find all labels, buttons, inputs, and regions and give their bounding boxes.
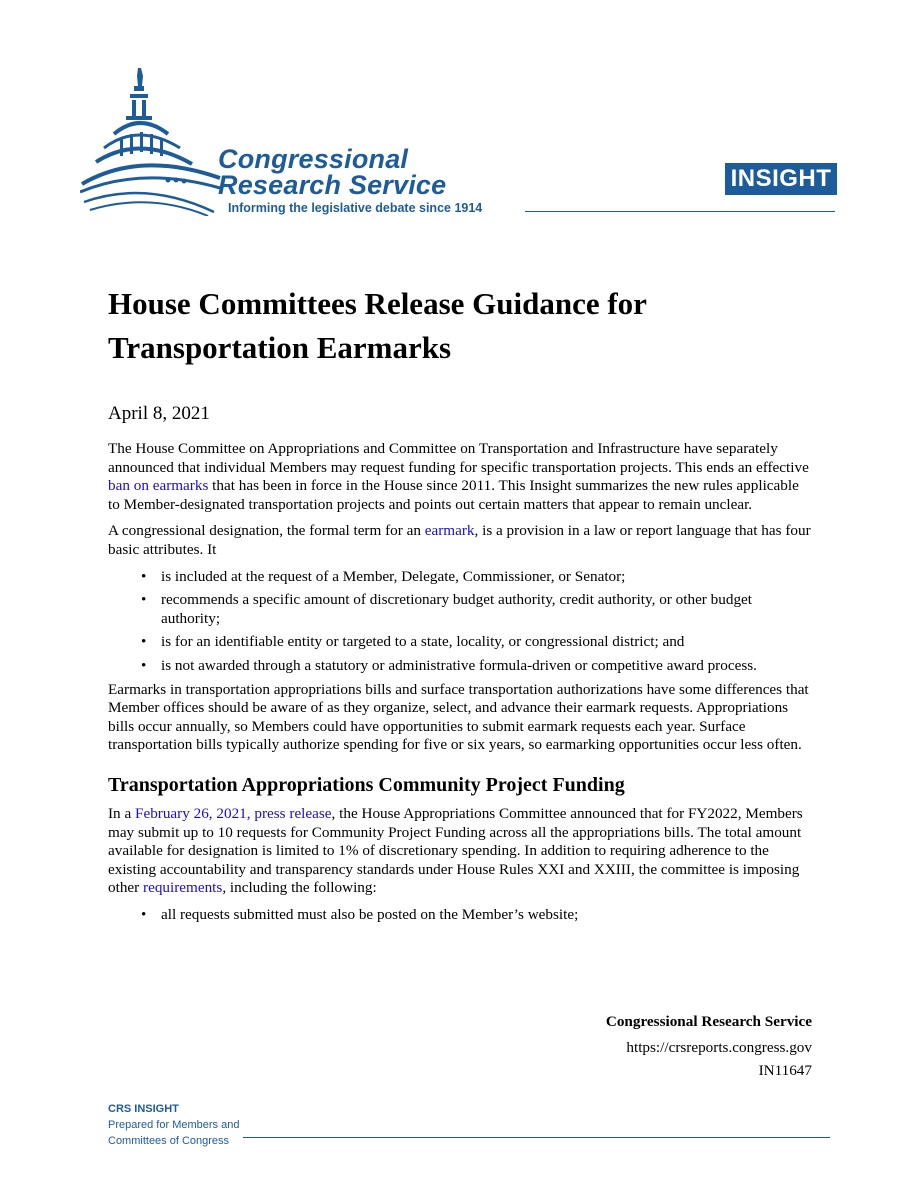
list-item-text: is included at the request of a Member, Delegate, Commissioner, or Senator; [161,567,626,585]
list-item [108,633,813,652]
org-name [218,146,446,198]
list-item [108,657,813,676]
report-body [108,440,813,929]
list-item [108,906,813,925]
footer-prepared-line2: Committees of Congress [108,1135,230,1147]
list-item-text: is not awarded through a statutory or administrative formula-driven or competitive award process. [161,656,757,674]
text-run: A congressional designation, the formal term for an [108,522,425,540]
requirements-list [108,906,813,925]
text-run: , including the following: [222,879,377,897]
bullet-icon: • [141,567,147,585]
org-name-line2: Research Service [218,170,447,200]
text-run: , is a provision in a law or report language that has four basic attributes. It [108,522,811,558]
publication-date: April 8, 2021 [108,403,210,424]
footer-crs-insight [108,1101,239,1149]
org-name-line1: Congressional [218,144,409,174]
attributes-list [108,568,813,676]
report-id: IN11647 [758,1062,812,1079]
footer-label: CRS INSIGHT [108,1103,179,1115]
list-item-text: all requests submitted must also be posted on the Member’s website; [161,905,579,923]
paragraph-press-release [108,805,813,898]
page-title: House Committees Release Guidance for Transportation Earmarks [108,286,647,365]
list-item-text: recommends a specific amount of discretionary budget authority, credit authority, or other budget authority; [161,591,752,627]
text-run: , the House Appropriations Committee announced that for FY2022, Members may submit up to 10 requests for Community Project Funding across all the appropriations bills. The total amount available for designation is limited to 1% of discretionary spending. In addition to requiring adherence to the existing accountability and transparency standards under House Rules XXI and XXIII, the committee is imposing other [108,804,803,897]
earmark-link[interactable]: earmark [424,522,475,540]
bullet-icon: • [141,633,147,651]
press-release-link[interactable]: February 26, 2021, press release [135,804,332,822]
list-item [108,568,813,587]
ban-on-earmarks-link[interactable]: ban on earmarks [108,477,209,495]
footer-prepared-line1: Prepared for Members and [108,1119,240,1131]
crs-capitol-logo-icon [80,66,225,216]
header-divider [525,211,835,212]
list-item-text: is for an identifiable entity or targeted to a state, locality, or congressional district; and [161,633,685,651]
bullet-icon: • [141,591,147,609]
footer-org-name: Congressional Research Service [605,1013,812,1030]
paragraph-differences: Earmarks in transportation appropriations bills and surface transportation authorizations have some differences that Member offices should be aware of as they organize, select, and advance their earmark requests. Appropriations bills occur annually, so Members could have opportunities to submit earmark requests each year. Surface transportation bills typically authorize spending for five or six years, so earmarking opportunities occur less often. [108,680,809,754]
bullet-icon: • [141,656,147,674]
org-tagline: Informing the legislative debate since 1914 [228,201,483,215]
text-run: that has been in force in the House since 2011. This Insight summarizes the new rules applicable to Member-designated transportation projects and points out certain matters that appear to remain unclear. [108,477,799,513]
text-run: The House Committee on Appropriations and Committee on Transportation and Infrastructure have separately announced that individual Members may request funding for specific transportation projects. This ends an effective [108,440,809,476]
list-item [108,591,813,628]
paragraph-definition [108,522,813,559]
section-heading: Transportation Appropriations Community Project Funding [108,773,625,796]
paragraph-intro [108,440,813,514]
text-run: In a [108,804,135,822]
bullet-icon: • [141,905,147,923]
requirements-link[interactable]: requirements [143,879,223,897]
insight-badge: INSIGHT [725,163,837,195]
footer-url[interactable]: https://crsreports.congress.gov [626,1039,812,1056]
footer-divider [243,1137,830,1138]
